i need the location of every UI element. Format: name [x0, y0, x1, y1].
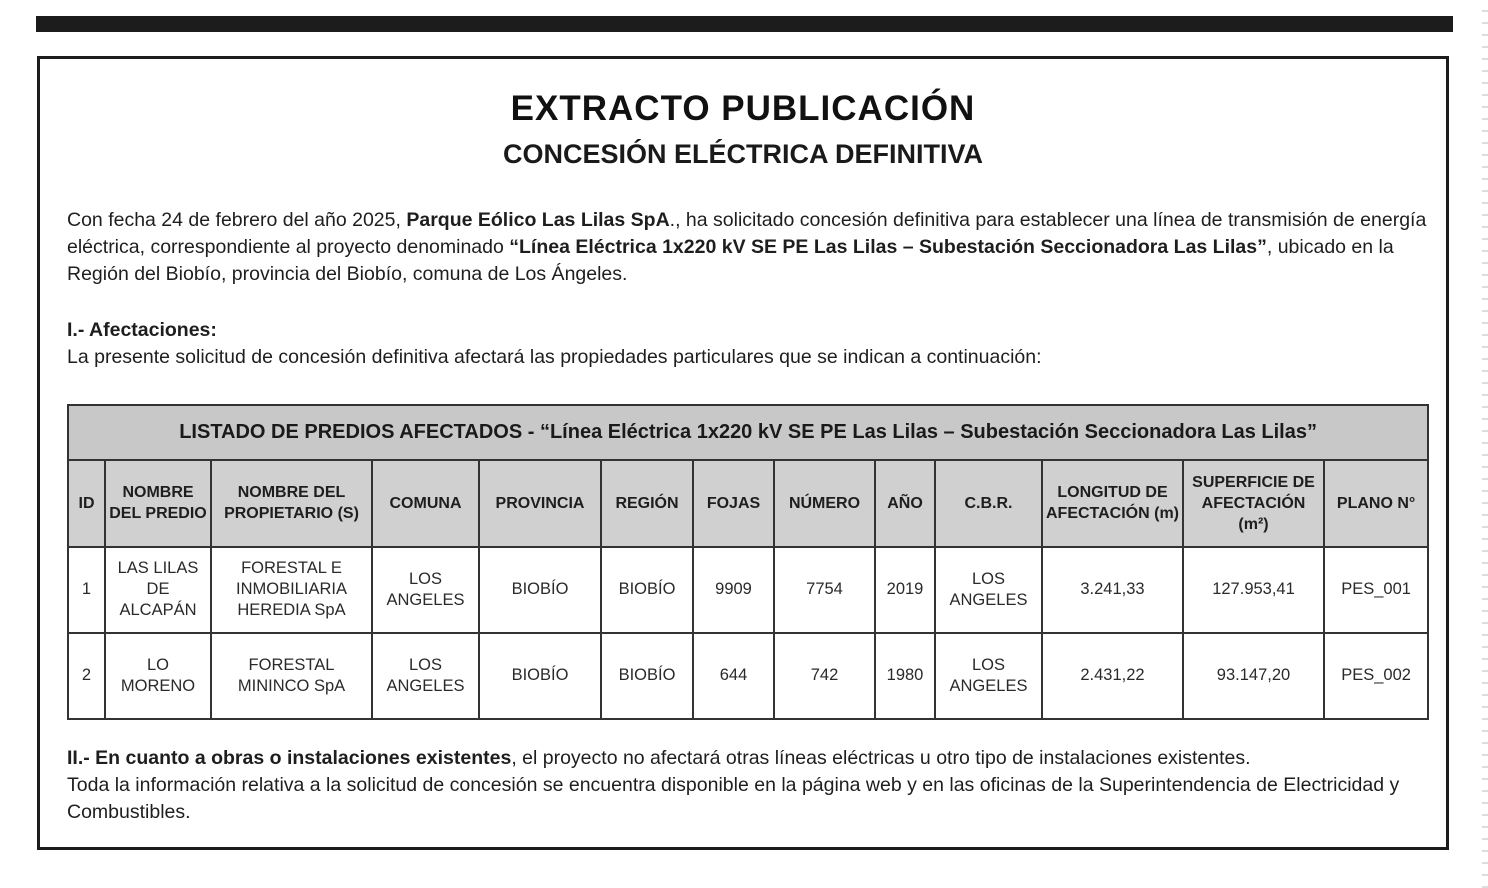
table-header-row [68, 460, 1428, 547]
section2-heading: II.- En cuanto a obras o instalaciones existentes [67, 747, 512, 769]
header-numero: NÚMERO [774, 460, 875, 547]
cell-cbr: LOS ANGELES [935, 633, 1042, 719]
header-id: ID [68, 460, 105, 547]
header-fojas: FOJAS [693, 460, 774, 547]
top-black-bar [36, 16, 1453, 32]
page-subtitle: CONCESIÓN ELÉCTRICA DEFINITIVA [502, 139, 983, 169]
cell-id: 2 [68, 633, 105, 719]
cell-longitud: 3.241,33 [1042, 547, 1183, 633]
section-afectaciones [67, 317, 1427, 371]
header-propietario: NOMBRE DEL PROPIETARIO (S) [211, 460, 372, 547]
company-name: Parque Eólico Las Lilas SpA [406, 209, 670, 231]
cell-ano: 1980 [875, 633, 935, 719]
cell-fojas: 644 [693, 633, 774, 719]
cell-plano: PES_002 [1324, 633, 1428, 719]
intro-text-3: , ubicado en la Región del Biobío, provincia del Biobío, comuna de Los Ángeles. [67, 236, 1394, 285]
intro-text-1: Con fecha 24 de febrero del año 2025, [67, 209, 407, 231]
cell-propietario: FORESTAL MININCO SpA [211, 633, 372, 719]
header-plano: PLANO N° [1324, 460, 1428, 547]
cell-comuna: LOS ANGELES [372, 633, 479, 719]
header-superficie: SUPERFICIE DE AFECTACIÓN (m²) [1183, 460, 1324, 547]
cell-region: BIOBÍO [601, 547, 693, 633]
table-row [68, 633, 1428, 719]
intro-text-2: ., ha solicitado concesión definitiva para establecer una línea de transmisión de energía eléctrica, correspondiente al proyecto denominado [67, 209, 1427, 258]
header-ano: AÑO [875, 460, 935, 547]
project-name: “Línea Eléctrica 1x220 kV SE PE Las Lilas – Subestación Seccionadora Las Lilas” [509, 236, 1267, 258]
header-region: REGIÓN [601, 460, 693, 547]
section-obras [67, 745, 1427, 826]
cell-region: BIOBÍO [601, 633, 693, 719]
section2-text-2: Toda la información relativa a la solicitud de concesión se encuentra disponible en la página web y en las oficinas de la Superintendencia de Electricidad y Combustibles. [67, 774, 1400, 823]
header-comuna: COMUNA [372, 460, 479, 547]
header-cbr: C.B.R. [935, 460, 1042, 547]
cell-comuna: LOS ANGELES [372, 547, 479, 633]
cell-fojas: 9909 [693, 547, 774, 633]
cell-id: 1 [68, 547, 105, 633]
affected-properties-table [67, 404, 1429, 720]
cell-nombre-predio: LAS LILAS DE ALCAPÁN [105, 547, 211, 633]
cell-plano: PES_001 [1324, 547, 1428, 633]
cell-nombre-predio: LO MORENO [105, 633, 211, 719]
cell-provincia: BIOBÍO [479, 633, 601, 719]
table-caption: LISTADO DE PREDIOS AFECTADOS - “Línea Eléctrica 1x220 kV SE PE Las Lilas – Subestación Seccionadora Las Lilas” [68, 405, 1428, 460]
cell-propietario: FORESTAL E INMOBILIARIA HEREDIA SpA [211, 547, 372, 633]
header-provincia: PROVINCIA [479, 460, 601, 547]
header-longitud: LONGITUD DE AFECTACIÓN (m) [1042, 460, 1183, 547]
notice-box [37, 56, 1449, 850]
cell-superficie: 93.147,20 [1183, 633, 1324, 719]
page-title: EXTRACTO PUBLICACIÓN [510, 89, 976, 128]
section2-text: , el proyecto no afectará otras líneas eléctricas u otro tipo de instalaciones existentes. [511, 747, 1251, 769]
cell-cbr: LOS ANGELES [935, 547, 1042, 633]
table-row [68, 547, 1428, 633]
cell-provincia: BIOBÍO [479, 547, 601, 633]
cell-superficie: 127.953,41 [1183, 547, 1324, 633]
cell-numero: 7754 [774, 547, 875, 633]
section1-heading: I.- Afectaciones: [67, 319, 217, 341]
cell-numero: 742 [774, 633, 875, 719]
header-nombre-predio: NOMBRE DEL PREDIO [105, 460, 211, 547]
section1-text: La presente solicitud de concesión definitiva afectará las propiedades particulares que se indican a continuación: [67, 346, 1042, 368]
page-edge [1482, 0, 1488, 888]
intro-paragraph [67, 207, 1427, 288]
cell-longitud: 2.431,22 [1042, 633, 1183, 719]
cell-ano: 2019 [875, 547, 935, 633]
